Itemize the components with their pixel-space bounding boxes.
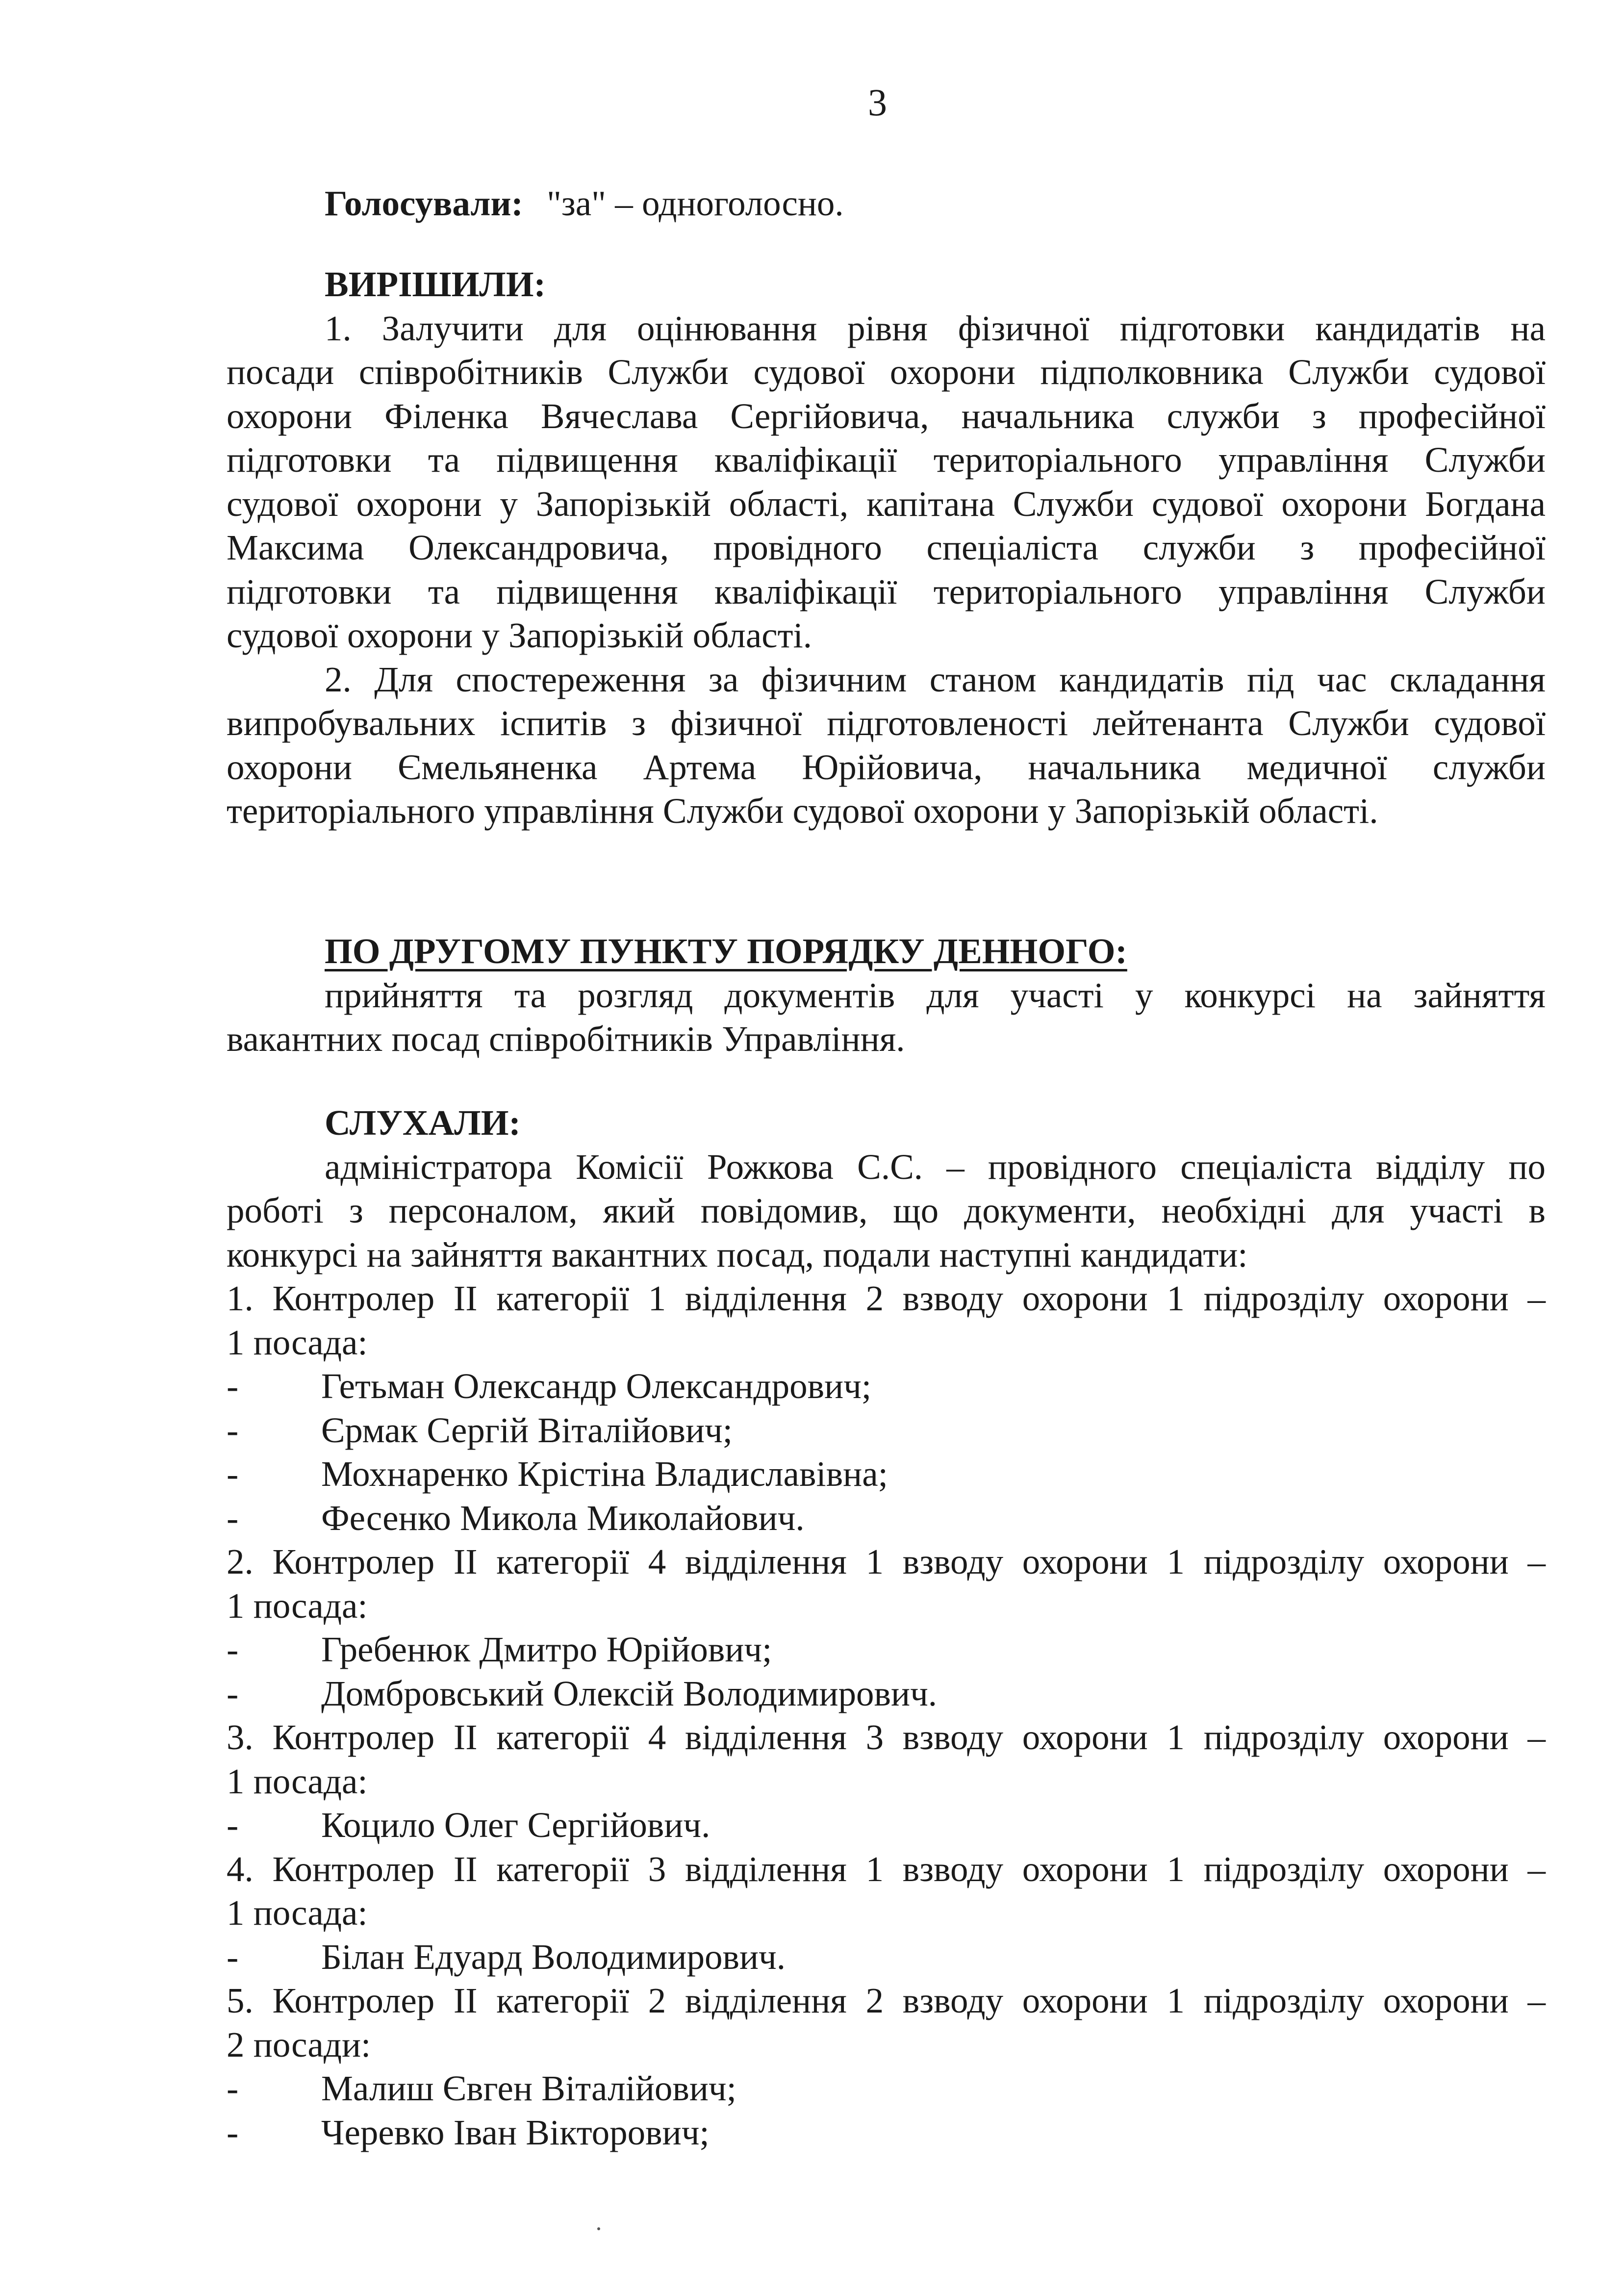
- scan-speck: [597, 2227, 600, 2230]
- dash-marker: -: [227, 1498, 239, 1538]
- voting-label: Голосували:: [325, 183, 523, 223]
- candidate-name: Фесенко Микола Миколайович.: [321, 1498, 805, 1538]
- candidate-item: [227, 1672, 1546, 1716]
- dash-marker: -: [227, 1673, 239, 1713]
- decided-p2-line: охорони Ємельяненка Артема Юрійовича, начальника медичної служби: [227, 747, 1546, 787]
- decided-p2-last: територіального управління Служби судової охорони у Запорізькій області.: [227, 791, 1378, 831]
- decided-p2-line: випробувальних іспитів з фізичної підготовленості лейтенанта Служби судової: [227, 703, 1546, 743]
- voting-section: [227, 181, 1546, 226]
- decided-p1-line: посади співробітників Служби судової охорони підполковника Служби судової: [227, 352, 1546, 392]
- second-item-line: вакантних посад співробітників Управління.: [227, 1019, 905, 1059]
- page-number: 3: [868, 81, 887, 124]
- candidate-item: [227, 1408, 1546, 1453]
- decided-p1-line: 1. Залучити для оцінювання рівня фізичної підготовки кандидатів на: [325, 308, 1546, 348]
- candidate-name: Мохнаренко Крістіна Владиславівна;: [321, 1454, 888, 1494]
- candidate-item: [227, 1364, 1546, 1408]
- second-item-heading: ПО ДРУГОМУ ПУНКТУ ПОРЯДКУ ДЕННОГО:: [325, 931, 1127, 971]
- candidate-name: Коцило Олег Сергійович.: [321, 1805, 710, 1845]
- decided-p1-last: судової охорони у Запорізькій області.: [227, 615, 812, 655]
- heard-line: адміністратора Комісії Рожкова С.С. – провідного спеціаліста відділу по: [325, 1147, 1546, 1187]
- candidate-item: [227, 1935, 1546, 1979]
- position-title: 3. Контролер ІІ категорії 4 відділення 3 взводу охорони 1 підрозділу охорони –: [227, 1717, 1546, 1757]
- candidate-item: [227, 2066, 1546, 2111]
- heard-section: [227, 1101, 1546, 2154]
- position-count: 2 посади:: [227, 2024, 371, 2065]
- candidate-item: [227, 1452, 1546, 1496]
- dash-marker: -: [227, 1630, 239, 1669]
- heard-last: конкурсі на зайняття вакантних посад, подали наступні кандидати:: [227, 1234, 1248, 1274]
- decided-p1-line: охорони Філенка Вячеслава Сергійовича, начальника служби з професійної: [227, 396, 1546, 436]
- dash-marker: -: [227, 1366, 239, 1406]
- second-item-line: прийняття та розгляд документів для участі у конкурсі на зайняття: [325, 975, 1546, 1015]
- position-title: 1. Контролер ІІ категорії 1 відділення 2 взводу охорони 1 підрозділу охорони –: [227, 1278, 1546, 1318]
- dash-marker: -: [227, 2112, 239, 2152]
- candidate-item: [227, 2111, 1546, 2155]
- candidate-name: Гребенюк Дмитро Юрійович;: [321, 1630, 772, 1669]
- decided-p2-line: 2. Для спостереження за фізичним станом кандидатів під час складання: [325, 659, 1546, 699]
- voting-text: "за" – одноголосно.: [547, 183, 844, 223]
- position-count: 1 посада:: [227, 1893, 368, 1933]
- heard-heading: СЛУХАЛИ:: [325, 1103, 521, 1143]
- dash-marker: -: [227, 1805, 239, 1845]
- decided-heading: ВИРІШИЛИ:: [325, 264, 546, 304]
- position-title: 5. Контролер ІІ категорії 2 відділення 2 взводу охорони 1 підрозділу охорони –: [227, 1981, 1546, 2020]
- decided-p1-line: судової охорони у Запорізькій області, капітана Служби судової охорони Богдана: [227, 484, 1546, 524]
- decided-p1-line: підготовки та підвищення кваліфікації територіального управління Служби: [227, 440, 1546, 480]
- dash-marker: -: [227, 1454, 239, 1494]
- candidate-name: Черевко Іван Вікторович;: [321, 2112, 710, 2152]
- heard-line: роботі з персоналом, який повідомив, що документи, необхідні для участі в: [227, 1191, 1546, 1230]
- position-title: 4. Контролер ІІ категорії 3 відділення 1 взводу охорони 1 підрозділу охорони –: [227, 1849, 1546, 1889]
- dash-marker: -: [227, 1410, 239, 1450]
- decided-section: [227, 262, 1546, 833]
- candidate-name: Єрмак Сергій Віталійович;: [321, 1410, 733, 1450]
- candidate-item: [227, 1628, 1546, 1672]
- decided-p1-line: підготовки та підвищення кваліфікації територіального управління Служби: [227, 571, 1546, 612]
- candidate-name: Білан Едуард Володимирович.: [321, 1937, 786, 1977]
- position-count: 1 посада:: [227, 1585, 368, 1626]
- dash-marker: -: [227, 2068, 239, 2108]
- decided-p1-line: Максима Олександровича, провідного спеціаліста служби з професійної: [227, 528, 1546, 567]
- candidate-item: [227, 1496, 1546, 1540]
- dash-marker: -: [227, 1937, 239, 1977]
- position-count: 1 посада:: [227, 1761, 368, 1801]
- second-item-section: [227, 929, 1546, 1061]
- candidate-name: Домбровський Олексій Володимирович.: [321, 1673, 938, 1713]
- position-count: 1 посада:: [227, 1322, 368, 1362]
- candidate-name: Малиш Євген Віталійович;: [321, 2068, 736, 2108]
- candidate-name: Гетьман Олександр Олександрович;: [321, 1366, 872, 1406]
- position-title: 2. Контролер ІІ категорії 4 відділення 1 взводу охорони 1 підрозділу охорони –: [227, 1542, 1546, 1581]
- candidate-item: [227, 1803, 1546, 1847]
